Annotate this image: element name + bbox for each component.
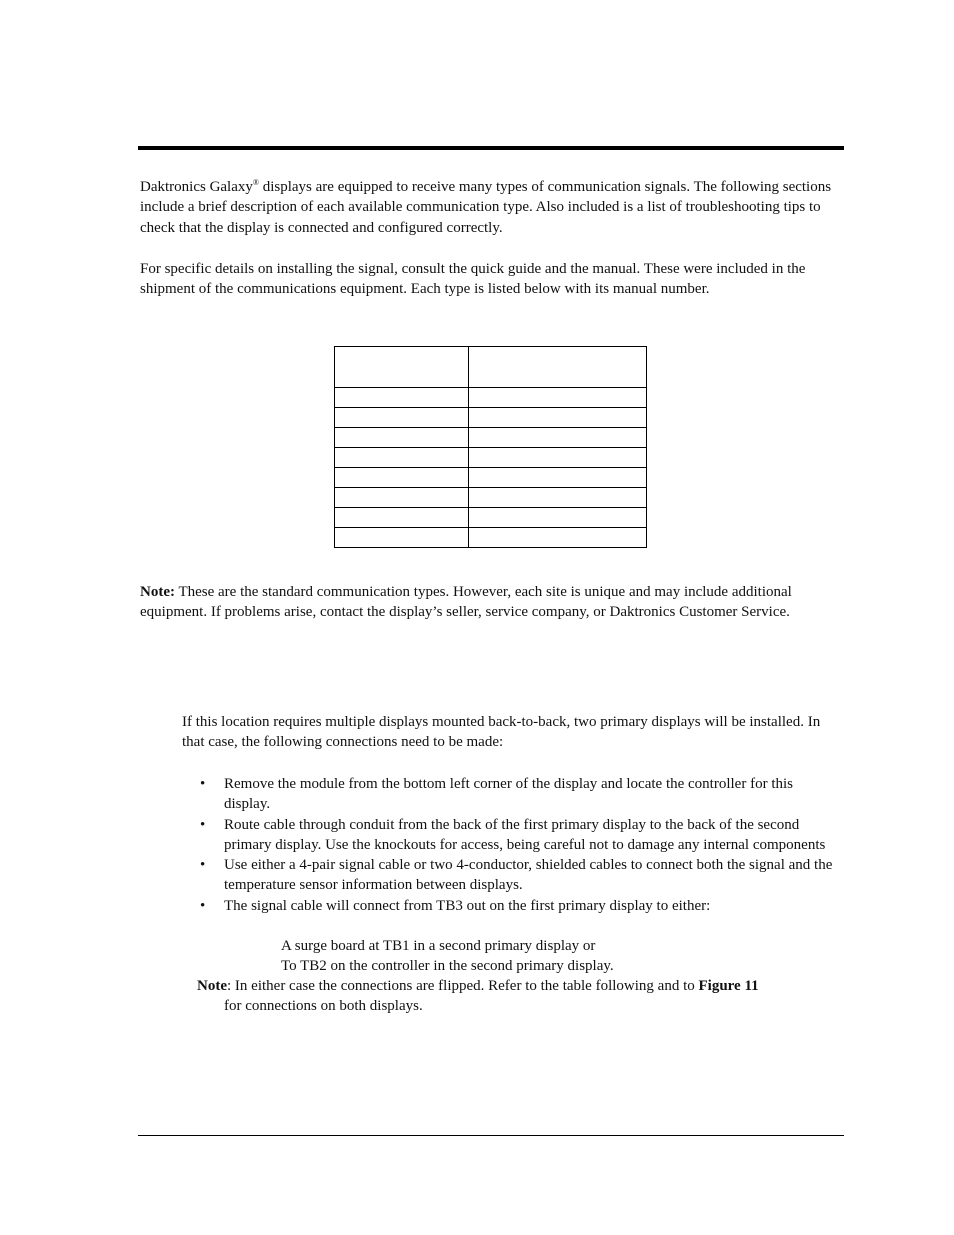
sub-option-2: To TB2 on the controller in the second primary display.: [281, 958, 614, 974]
bullet-icon: •: [200, 816, 206, 833]
table-cell: [335, 388, 469, 408]
table-row: [335, 448, 647, 468]
table-row: [335, 488, 647, 508]
table-cell: [335, 508, 469, 528]
table-cell: [469, 528, 647, 548]
table-cell: [335, 448, 469, 468]
footer-rule: [138, 1135, 844, 1136]
table-cell: [335, 468, 469, 488]
table-row: [335, 508, 647, 528]
table-row: [335, 408, 647, 428]
communication-types-table: [334, 346, 647, 548]
list-item: • Remove the module from the bottom left corner of the display and locate the controller for this display.: [200, 776, 793, 813]
table-cell: [335, 347, 469, 388]
table-cell: [335, 528, 469, 548]
bullet-icon: •: [200, 776, 206, 792]
bullet-icon: •: [200, 897, 206, 914]
table-cell: [469, 448, 647, 468]
intro-paragraph-2: For specific details on installing the signal, consult the quick guide and the manual. These were included in the shipment of the communications equipment. Each type is listed below with its manual number.: [140, 261, 806, 298]
figure-reference: Figure 11: [698, 978, 759, 994]
back-to-back-intro: If this location requires multiple displays mounted back-to-back, two primary displays will be installed. In that case, the following connections need to be made:: [182, 714, 821, 751]
connections-note: Note: In either case the connections are flipped. Refer to the table following and to Figure 11 for connections on both displays.: [197, 978, 759, 1015]
table-cell: [469, 408, 647, 428]
table-cell: [469, 347, 647, 388]
table-row: [335, 468, 647, 488]
list-item: • Route cable through conduit from the back of the first primary display to the back of the second primary display. Use the knockouts for access, being careful not to damage any internal components: [200, 816, 826, 853]
table-row: [335, 528, 647, 548]
table-header-row: [335, 347, 647, 388]
table-cell: [469, 388, 647, 408]
table-row: [335, 388, 647, 408]
intro-paragraph-1: Daktronics Galaxy® displays are equipped to receive many types of communication signals. The following sections include a brief description of each available communication type. Also included is a list of troubleshooting tips to check that the display is connected and configured correctly.: [140, 178, 832, 236]
header-rule: [138, 146, 844, 150]
table-cell: [335, 408, 469, 428]
table-cell: [335, 488, 469, 508]
table-cell: [335, 428, 469, 448]
connection-steps-list: [200, 774, 840, 916]
note-label: Note: [197, 978, 227, 994]
sub-option-1: A surge board at TB1 in a second primary display or: [281, 938, 596, 954]
table-cell: [469, 488, 647, 508]
table-cell: [469, 428, 647, 448]
list-item: • Use either a 4-pair signal cable or two 4-conductor, shielded cables to connect both the signal and the temperature sensor information between displays.: [200, 857, 833, 894]
note-label: Note:: [140, 584, 175, 600]
list-item: • The signal cable will connect from TB3 out on the first primary display to either:: [224, 896, 840, 916]
table-row: [335, 428, 647, 448]
table-cell: [469, 468, 647, 488]
table-cell: [469, 508, 647, 528]
bullet-icon: •: [200, 857, 206, 874]
note-paragraph: Note: These are the standard communication types. However, each site is unique and may include additional equipment. If problems arise, contact the display’s seller, service company, or Daktronics Customer Service.: [140, 584, 792, 621]
